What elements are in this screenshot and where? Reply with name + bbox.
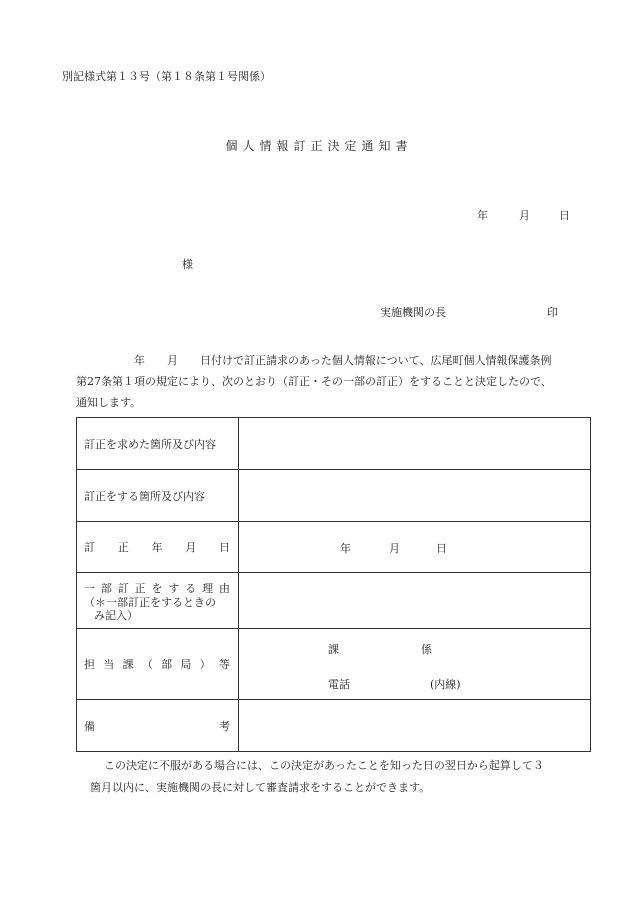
department-value[interactable] <box>239 629 591 700</box>
department-kakari: 係 <box>421 643 432 656</box>
correction-date-label: 訂 正 年 月 日 <box>77 522 239 573</box>
correction-content-value[interactable] <box>239 470 591 522</box>
requested-correction-value[interactable] <box>239 418 591 470</box>
issuer-label: 実施機関の長 <box>380 306 446 319</box>
body-text <box>76 350 576 413</box>
correction-year: 年 <box>340 542 351 555</box>
department-label: 担 当 課 （ 部 局 ） 等 <box>77 629 239 700</box>
correction-day: 日 <box>436 542 447 555</box>
table-row <box>77 470 591 522</box>
date-day-label: 日 <box>559 209 570 222</box>
table-row <box>77 700 591 752</box>
info-table <box>76 417 591 752</box>
table-row <box>77 418 591 470</box>
remarks-value[interactable] <box>239 700 591 752</box>
remarks-label: 備 考 <box>77 700 239 752</box>
correction-month: 月 <box>389 542 400 555</box>
partial-correction-note-2: み記入） <box>94 608 138 622</box>
appeal-notice <box>90 755 595 799</box>
department-phone: 電話 <box>328 678 350 691</box>
partial-correction-reason-value[interactable] <box>239 573 591 629</box>
table-row <box>77 573 591 629</box>
form-number: 別記様式第１３号（第１８条第１号関係） <box>62 70 271 83</box>
partial-correction-note-1: （＊一部訂正をするときの <box>84 595 216 609</box>
department-ka: 課 <box>328 643 339 656</box>
partial-correction-reason-label: 一 部 訂 正 を す る 理 由 （＊一部訂正をするときの み記入） <box>77 573 239 629</box>
appeal-notice-line-2: 箇月以内に、実施機関の長に対して審査請求をすることができます。 <box>90 781 431 794</box>
date-year-label: 年 <box>477 209 488 222</box>
correction-date-value[interactable] <box>239 522 591 573</box>
correction-content-label: 訂正をする箇所及び内容 <box>77 470 239 522</box>
requested-correction-label: 訂正を求めた箇所及び内容 <box>77 418 239 470</box>
date-line <box>477 207 570 223</box>
body-line-2: 第27条第１項の規定により、次のとおり（訂正・その一部の訂正）をすることと決定したので、 <box>76 375 552 388</box>
department-extension: (内線) <box>430 678 461 691</box>
table-row <box>77 522 591 573</box>
table-row <box>77 629 591 700</box>
body-line-1: 年 月 日付けで訂正請求のあった個人情報について、広尾町個人情報保護条例 <box>134 354 552 367</box>
body-line-3: 通知します。 <box>76 396 142 409</box>
recipient-honorific: 様 <box>182 258 193 271</box>
document-title: 個人情報訂正決定通知書 <box>225 139 413 153</box>
seal-mark: 印 <box>547 306 558 319</box>
date-month-label: 月 <box>519 209 530 222</box>
appeal-notice-line-1: この決定に不服がある場合には、この決定があったことを知った日の翌日から起算して３ <box>104 759 544 772</box>
